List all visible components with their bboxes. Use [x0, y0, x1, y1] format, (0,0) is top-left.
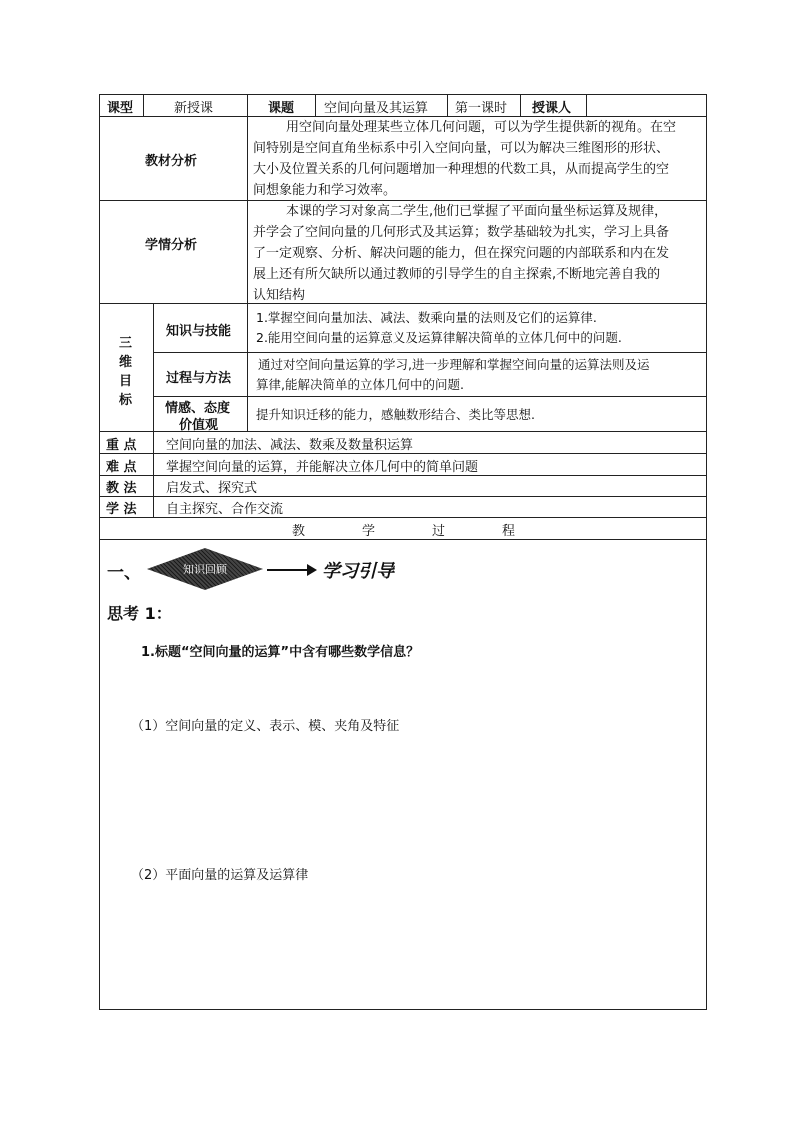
table-rule: [520, 94, 521, 116]
table-rule: [447, 94, 448, 116]
table-rule: [315, 94, 316, 116]
label-knowledge-skills: 知识与技能: [166, 324, 232, 339]
goals-label-char: 目: [119, 374, 133, 389]
table-rule: [143, 94, 144, 116]
table-border-right: [706, 94, 707, 1010]
section-number: 一、: [107, 563, 141, 583]
table-rule: [153, 431, 154, 517]
label-course-type: 课型: [107, 101, 134, 116]
value-course-type: 新授课: [174, 101, 214, 116]
label-emotion-attitude: 情感、态度: [165, 401, 231, 416]
goals-label-char: 标: [119, 393, 133, 408]
value-topic: 空间向量及其运算: [324, 101, 429, 116]
process-line: 通过对空间向量运算的学习,进一步理解和掌握空间向量的运算法则及运: [258, 357, 650, 372]
process-header-char: 学: [362, 524, 376, 539]
learning-guide-text: 学习引导: [322, 561, 394, 582]
table-rule: [99, 539, 707, 540]
table-rule: [153, 352, 707, 353]
label-student-analysis: 学情分析: [145, 238, 198, 253]
label-textbook-analysis: 教材分析: [145, 154, 198, 169]
arrow-head-icon: [307, 564, 317, 576]
value-key-point: 空间向量的加法、减法、数乘及数量积运算: [166, 438, 414, 453]
label-difficulty: 难 点: [106, 460, 137, 475]
table-rule: [153, 303, 154, 431]
process-header-char: 过: [432, 524, 446, 539]
table-border-top: [99, 94, 707, 95]
value-period: 第一课时: [455, 101, 508, 116]
process-header-char: 程: [502, 524, 516, 539]
process-header-char: 教: [292, 524, 306, 539]
value-teaching-method: 启发式、探究式: [166, 481, 258, 496]
label-learning-method: 学 法: [106, 502, 137, 517]
student-line: 本课的学习对象高二学生,他们已掌握了平面向量坐标运算及规律，: [286, 204, 668, 219]
question-text: 1.标题“空间向量的运算”中含有哪些数学信息？: [141, 645, 420, 660]
student-paragraph: [253, 201, 703, 306]
table-rule: [247, 303, 248, 431]
table-rule: [586, 94, 587, 116]
value-learning-method: 自主探究、合作交流: [166, 502, 284, 517]
item-one-text: （1）空间向量的定义、表示、模、夹角及特征: [131, 719, 400, 734]
knowledge-line: 1.掌握空间向量加法、减法、数乘向量的法则及它们的运算律.: [256, 310, 597, 325]
label-topic: 课题: [268, 101, 295, 116]
textbook-line: 间想象能力和学习效率。: [253, 183, 397, 198]
table-rule: [99, 496, 707, 497]
emotion-text: 提升知识迁移的能力，感触数形结合、类比等思想.: [256, 407, 535, 422]
textbook-line: 用空间向量处理某些立体几何问题，可以为学生提供新的视角。在空: [286, 120, 677, 135]
table-border-bottom: [99, 1009, 707, 1010]
goals-label-char: 三: [119, 336, 133, 351]
label-process-methods: 过程与方法: [166, 371, 232, 386]
arrow-right-icon: [267, 569, 309, 571]
label-teacher: 授课人: [532, 101, 572, 116]
textbook-line: 间特别是空间直角坐标系中引入空间向量，可以为解决三维图形的形状、: [253, 141, 670, 156]
goals-label-char: 维: [119, 355, 133, 370]
process-line: 算律,能解决简单的立体几何中的问题.: [256, 377, 464, 392]
value-difficulty: 掌握空间向量的运算，并能解决立体几何中的简单问题: [166, 460, 479, 475]
student-line: 了一定观察、分析、解决问题的能力，但在探究问题的内部联系和内在发: [253, 246, 670, 261]
table-border-left: [99, 94, 100, 1010]
table-rule: [99, 453, 707, 454]
table-rule: [99, 517, 707, 518]
textbook-paragraph: [253, 117, 703, 201]
think-title: 思考 1：: [107, 604, 172, 623]
knowledge-line: 2.能用空间向量的运算意义及运算律解决简单的立体几何中的问题.: [256, 330, 622, 345]
knowledge-review-label: 知识回顾: [183, 563, 227, 576]
student-line: 并学会了空间向量的几何形式及其运算；数学基础较为扎实，学习上具备: [253, 225, 670, 240]
item-two-text: （2）平面向量的运算及运算律: [131, 868, 309, 883]
table-rule: [153, 396, 707, 397]
textbook-line: 大小及位置关系的几何问题增加一种理想的代数工具，从而提高学生的空: [253, 162, 670, 177]
student-line: 认知结构: [253, 288, 306, 303]
table-rule: [247, 94, 248, 116]
label-teaching-method: 教 法: [106, 481, 137, 496]
label-values: 价值观: [179, 418, 219, 433]
label-key-point: 重 点: [106, 438, 137, 453]
student-line: 展上还有所欠缺所以通过教师的引导学生的自主探索,不断地完善自我的: [253, 267, 661, 282]
table-rule: [99, 475, 707, 476]
table-rule: [247, 116, 248, 303]
